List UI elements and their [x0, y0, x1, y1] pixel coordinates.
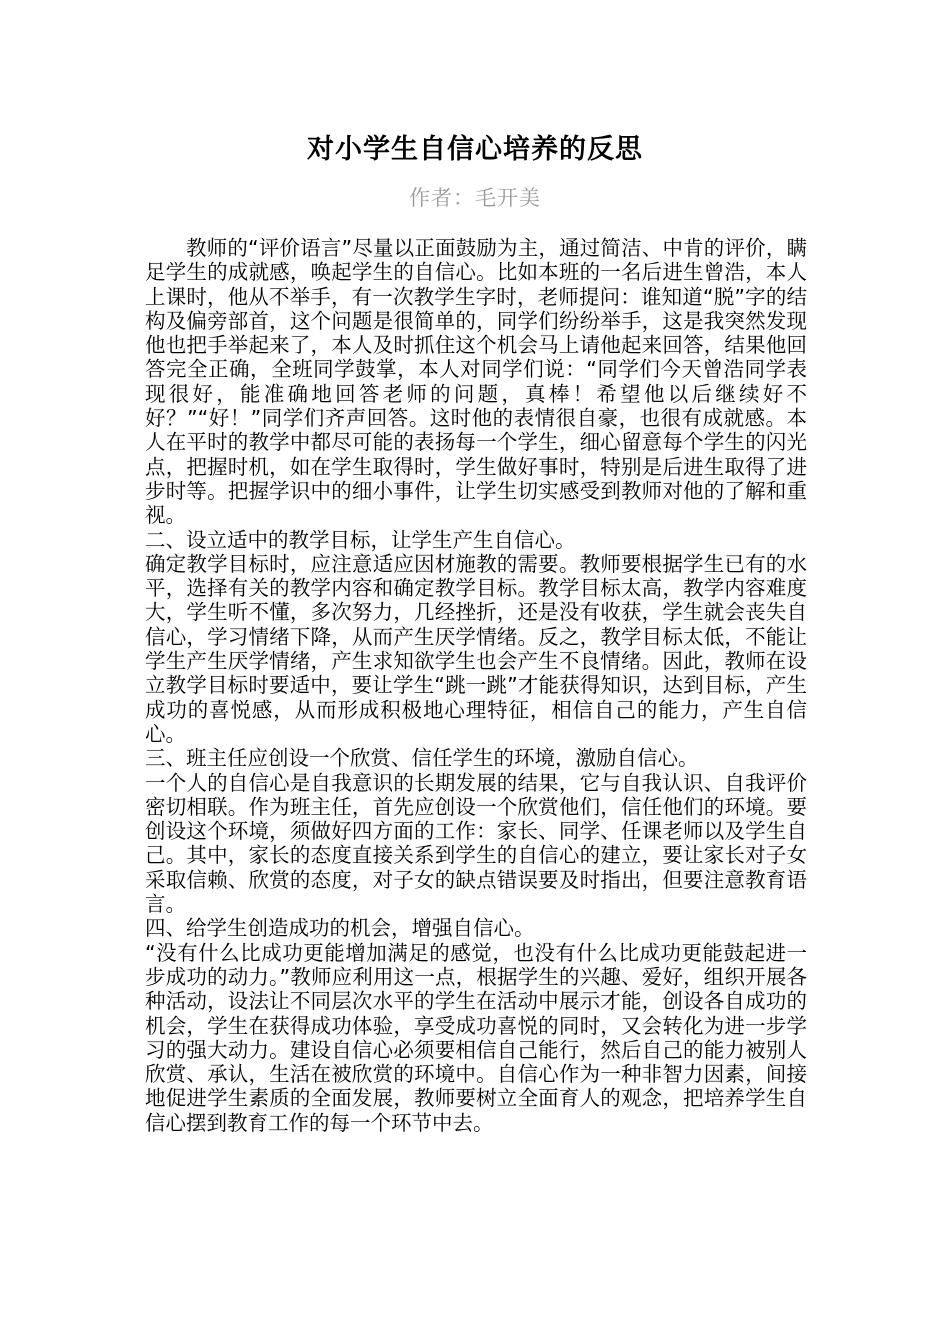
document-title: 对小学生自信心培养的反思: [307, 134, 643, 165]
section-heading-2: 二、设立适中的教学目标，让学生产生自信心。: [145, 527, 576, 552]
paragraph-section-4: “没有什么比成功更能增加满足的感觉，也没有什么比成功更能鼓起进一步成功的动力。”教师应利用这一点，根据学生的兴趣、爱好，组织开展各种活动，设法让不同层次水平的学生在活动中展示才能，创设各自成功的机会，学生在获得成功体验，享受成功喜悦的同时，又会转化为进一步学习的强大动力。建设自信心必须要相信自己能行，然后自己的能力被别人欣赏、承认，生活在被欣赏的环境中。自信心作为一种非智力因素，间接地促进学生素质的全面发展，教师要树立全面育人的观念，把培养学生自信心摆到教育工作的每一个环节中去。: [145, 940, 807, 1135]
paragraph-section-2: 确定教学目标时，应注意适应因材施教的需要。教师要根据学生已有的水平，选择有关的教学内容和确定教学目标。教学目标太高，教学内容难度大，学生听不懂，多次努力，几经挫折，还是没有收获，学生就会丧失自信心，学习情绪下降，从而产生厌学情绪。反之，教学目标太低，不能让学生产生厌学情绪，产生求知欲学生也会产生不良情绪。因此，教师在设立教学目标时要适中，要让学生“跳一跳”才能获得知识，达到目标，产生成功的喜悦感，从而形成积极地心理特征，相信自己的能力，产生自信心。: [145, 551, 807, 746]
document-body: [145, 236, 807, 1135]
section-heading-4: 四、给学生创造成功的机会，增强自信心。: [145, 916, 535, 941]
document-author: 作者：毛开美: [409, 186, 541, 210]
paragraph-section-3: 一个人的自信心是自我意识的长期发展的结果，它与自我认识、自我评价密切相联。作为班主任，首先应创设一个欣赏他们，信任他们的环境。要创设这个环境，须做好四方面的工作：家长、同学、任课老师以及学生自己。其中，家长的态度直接关系到学生的自信心的建立，要让家长对子女采取信赖、欣赏的态度，对子女的缺点错误要及时指出，但要注意教育语言。: [145, 770, 807, 917]
paragraph-intro: 教师的“评价语言”尽量以正面鼓励为主，通过简洁、中肯的评价，瞒足学生的成就感，唤起学生的自信心。比如本班的一名后进生曾浩，本人上课时，他从不举手，有一次教学生字时，老师提问：谁知道“脱”字的结构及偏旁部首，这个问题是很简单的，同学们纷纷举手，这是我突然发现他也把手举起来了，本人及时抓住这个机会马上请他起来回答，结果他回答完全正确，全班同学鼓掌，本人对同学们说：“同学们今天曾浩同学表现很好，能准确地回答老师的问题，真棒！希望他以后继续好不好？”“好！”同学们齐声回答。这时他的表情很自豪，也很有成就感。本人在平时的教学中都尽可能的表扬每一个学生，细心留意每个学生的闪光点，把握时机，如在学生取得时，学生做好事时，特别是后进生取得了进步时等。把握学识中的细小事件，让学生切实感受到教师对他的了解和重视。: [145, 236, 807, 528]
section-heading-3: 三、班主任应创设一个欣赏、信任学生的环境，激励自信心。: [145, 746, 699, 771]
